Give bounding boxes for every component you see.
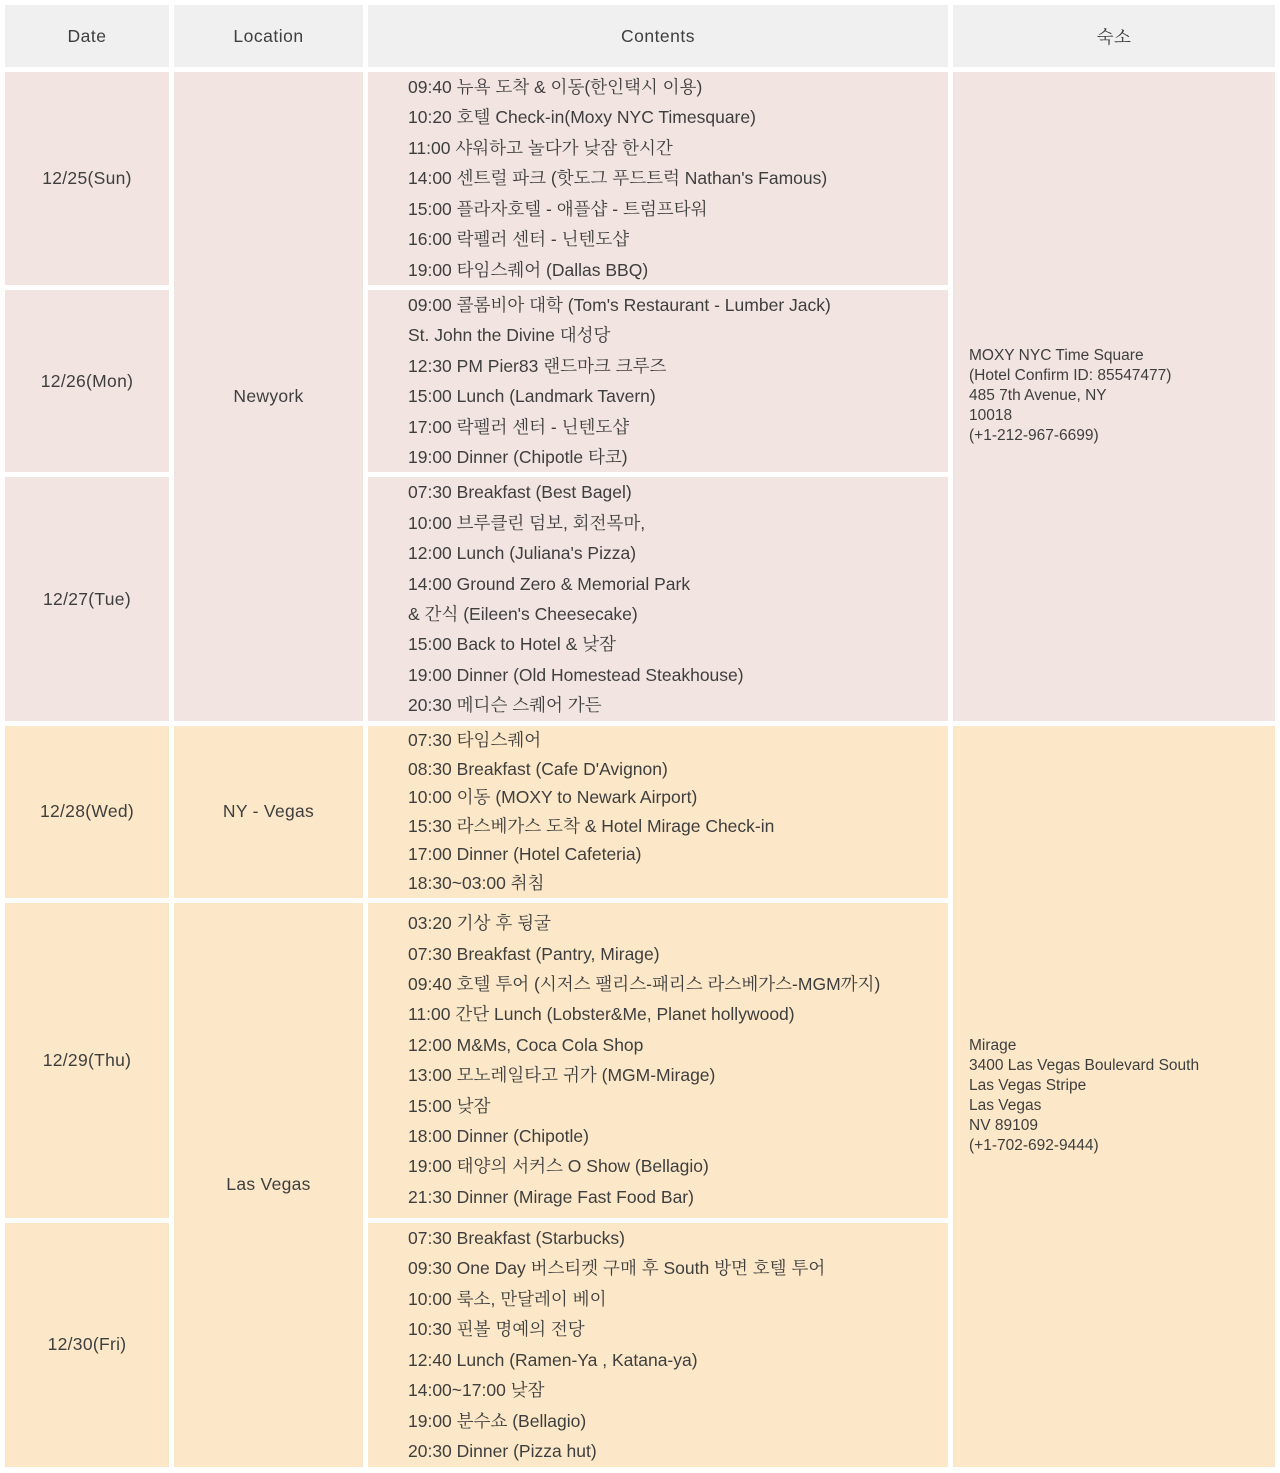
- schedule-line: 18:30~03:00 취침: [408, 872, 545, 893]
- schedule-line: St. John the Divine 대성당: [408, 325, 611, 346]
- schedule-line: 21:30 Dinner (Mirage Fast Food Bar): [408, 1186, 694, 1207]
- location-cell-las-vegas: Las Vegas: [174, 903, 363, 1467]
- schedule-line: 20:30 Dinner (Pizza hut): [408, 1440, 597, 1461]
- hotel-detail-line: MOXY NYC Time Square: [969, 347, 1144, 365]
- schedule-line: 07:30 Breakfast (Best Bagel): [408, 482, 632, 503]
- schedule-line: 11:00 간단 Lunch (Lobster&Me, Planet hollywood): [408, 1004, 795, 1025]
- hotel-detail-line: NV 89109: [969, 1117, 1038, 1135]
- schedule-line: 20:30 메디슨 스퀘어 가든: [408, 695, 602, 716]
- schedule-line: 18:00 Dinner (Chipotle): [408, 1126, 589, 1146]
- hotel-detail-line: Mirage: [969, 1037, 1017, 1055]
- date-cell-12-30: 12/30(Fri): [5, 1223, 169, 1467]
- hotel-detail-line: (+1-212-967-6699): [969, 427, 1099, 445]
- header-row: [5, 5, 1275, 67]
- schedule-line: 14:00 Ground Zero & Memorial Park: [408, 573, 691, 594]
- hotel-detail-line: 485 7th Avenue, NY: [969, 387, 1107, 405]
- contents-cell-12-27: [368, 477, 948, 720]
- schedule-line: 12:00 M&Ms, Coca Cola Shop: [408, 1034, 644, 1055]
- schedule-line: 17:00 락펠러 센터 - 닌텐도샵: [408, 416, 630, 437]
- schedule-line: 07:30 Breakfast (Starbucks): [408, 1228, 625, 1249]
- schedule-line: 03:20 기상 후 뒹굴: [408, 913, 551, 934]
- schedule-line: 13:00 모노레일타고 귀가 (MGM-Mirage): [408, 1065, 716, 1086]
- schedule-line: 12:40 Lunch (Ramen-Ya , Katana-ya): [408, 1349, 698, 1370]
- table-row-12-28: [5, 726, 1275, 898]
- schedule-line: 10:00 룩소, 만달레이 베이: [408, 1288, 607, 1309]
- schedule-line: 07:30 Breakfast (Pantry, Mirage): [408, 943, 660, 964]
- schedule-line: 14:00 센트럴 파크 (핫도그 푸드트럭 Nathan's Famous): [408, 168, 828, 189]
- schedule-line: 14:00~17:00 낮잠: [408, 1380, 545, 1401]
- schedule-line: 07:30 타임스퀘어: [408, 729, 542, 750]
- schedule-line: 19:00 Dinner (Old Homestead Steakhouse): [408, 664, 744, 685]
- schedule-line: 19:00 태양의 서커스 O Show (Bellagio): [408, 1156, 709, 1177]
- schedule-line: & 간식 (Eileen's Cheesecake): [408, 604, 638, 625]
- hotel-detail-line: 10018: [969, 407, 1013, 425]
- schedule-line: 09:30 One Day 버스티켓 구매 후 South 방면 호텔 투어: [408, 1258, 826, 1279]
- schedule-line: 15:30 라스베가스 도착 & Hotel Mirage Check-in: [408, 815, 775, 836]
- schedule-line: 12:00 Lunch (Juliana's Pizza): [408, 543, 637, 564]
- schedule-line: 17:00 Dinner (Hotel Cafeteria): [408, 844, 642, 865]
- table-header: [5, 5, 1275, 67]
- schedule-line: 19:00 타임스퀘어 (Dallas BBQ): [408, 259, 649, 280]
- date-cell-12-27: 12/27(Tue): [5, 477, 169, 720]
- schedule-line: 15:00 Lunch (Landmark Tavern): [408, 386, 656, 407]
- hotel-detail-line: Las Vegas Stripe: [969, 1077, 1087, 1095]
- date-cell-12-25: 12/25(Sun): [5, 72, 169, 285]
- schedule-line: 09:00 콜롬비아 대학 (Tom's Restaurant - Lumber Jack): [408, 295, 831, 315]
- header-contents: Contents: [368, 5, 948, 67]
- date-cell-12-29: 12/29(Thu): [5, 903, 169, 1218]
- schedule-line: 12:30 PM Pier83 랜드마크 크루즈: [408, 355, 667, 376]
- schedule-line: 10:00 브루클린 덤보, 회전목마,: [408, 512, 646, 533]
- location-cell-ny-vegas: NY - Vegas: [174, 726, 363, 898]
- hotel-detail-line: Las Vegas: [969, 1097, 1042, 1115]
- contents-cell-12-30: [368, 1223, 948, 1467]
- schedule-line: 11:00 샤워하고 놀다가 낮잠 한시간: [408, 137, 673, 158]
- hotel-detail-line: 3400 Las Vegas Boulevard South: [969, 1057, 1200, 1075]
- hotel-cell-mirage: [953, 726, 1275, 1467]
- schedule-line: 09:40 호텔 투어 (시저스 팰리스-패리스 라스베가스-MGM까지): [408, 973, 881, 994]
- schedule-line: 09:40 뉴욕 도착 & 이동(한인택시 이용): [408, 77, 703, 98]
- header-location: Location: [174, 5, 363, 67]
- contents-cell-12-28: [368, 726, 948, 898]
- contents-cell-12-29: [368, 903, 948, 1218]
- schedule-line: 16:00 락펠러 센터 - 닌텐도샵: [408, 229, 630, 250]
- schedule-line: 08:30 Breakfast (Cafe D'Avignon): [408, 758, 668, 779]
- header-date: Date: [5, 5, 169, 67]
- schedule-line: 19:00 분수쇼 (Bellagio): [408, 1410, 587, 1431]
- hotel-detail-line: (+1-702-692-9444): [969, 1137, 1099, 1155]
- table-row-12-25: [5, 72, 1275, 285]
- schedule-line: 15:00 낮잠: [408, 1095, 491, 1116]
- schedule-line: 10:00 이동 (MOXY to Newark Airport): [408, 787, 698, 808]
- hotel-detail-line: (Hotel Confirm ID: 85547477): [969, 367, 1172, 385]
- contents-cell-12-25: [368, 72, 948, 285]
- schedule-line: 15:00 플라자호텔 - 애플샵 - 트럼프타워: [408, 198, 708, 219]
- hotel-cell-moxy: [953, 72, 1275, 721]
- schedule-line: 10:30 핀볼 명예의 전당: [408, 1319, 585, 1340]
- schedule-line: 19:00 Dinner (Chipotle 타코): [408, 447, 628, 468]
- header-lodging: 숙소: [953, 5, 1275, 67]
- date-cell-12-28: 12/28(Wed): [5, 726, 169, 898]
- date-cell-12-26: 12/26(Mon): [5, 290, 169, 472]
- location-cell-newyork: Newyork: [174, 72, 363, 721]
- schedule-line: 15:00 Back to Hotel & 낮잠: [408, 634, 616, 655]
- schedule-line: 10:20 호텔 Check-in(Moxy NYC Timesquare): [408, 107, 756, 128]
- contents-cell-12-26: [368, 290, 948, 472]
